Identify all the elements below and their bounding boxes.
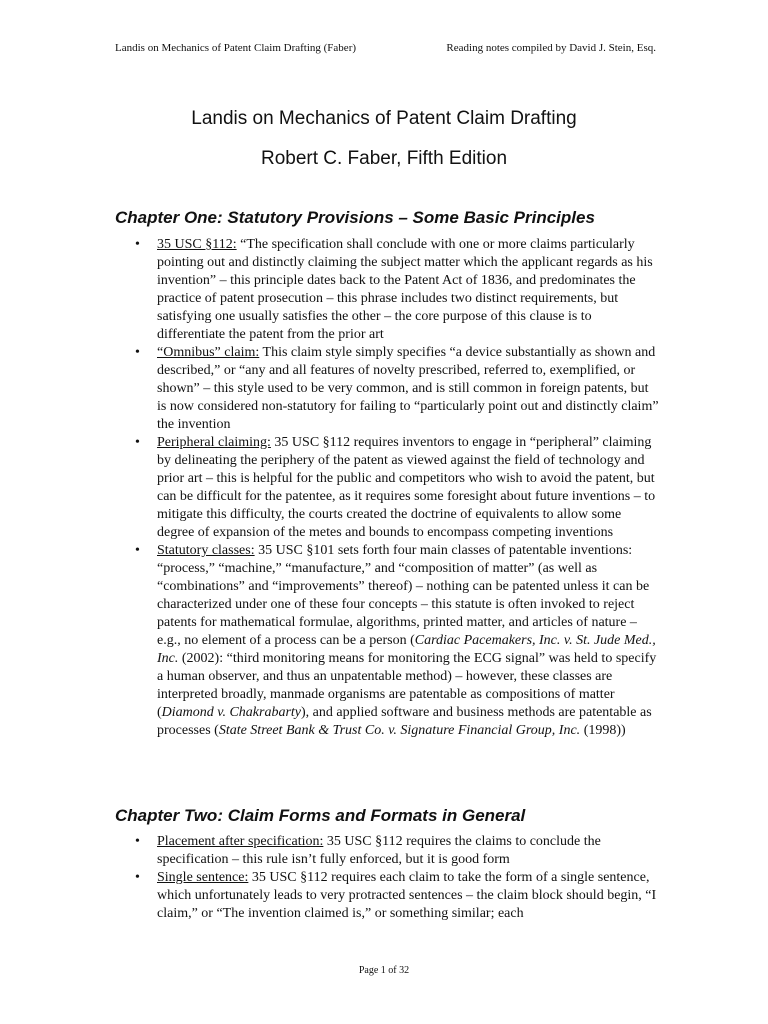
running-header [115, 42, 656, 54]
chapter-one-list [135, 236, 660, 740]
case-citation: Diamond v. Chakrabarty [161, 705, 302, 720]
running-header-right: Reading notes compiled by David J. Stein, Esq. [446, 42, 656, 54]
list-item [135, 236, 660, 344]
list-item-text: This claim style simply specifies “a device substantially as shown and described,” or “any and all features of novelty prescribed, referred to, exemplified, or shown” – this style used to be very common, and is still common in foreign patents, but is now considered non-statutory for failing to “particularly point out and distinctly claim” the invention [157, 345, 659, 432]
list-item-text: ), and applied software and business methods are patentable as processes ( [157, 705, 652, 738]
list-item [135, 542, 660, 740]
chapter-two-list [135, 833, 660, 923]
list-item-term: “Omnibus” claim: [157, 345, 260, 360]
bullet-icon: • [135, 870, 140, 885]
list-item-term: Placement after specification: [157, 834, 324, 849]
list-item-text: 35 USC §112 requires inventors to engage in “peripheral” claiming by delineating the periphery of the patent as viewed against the field of technology and prior art – this is helpful for the public and competitors who wish to avoid the patent, but can be difficult for the patentee, as it requires some foresight about future inventions – to mitigate this difficulty, the courts created the doctrine of equivalents to allow some degree of expansion of the metes and bounds to encompass competing inventions [157, 435, 656, 540]
bullet-icon: • [135, 543, 140, 558]
bullet-icon: • [135, 345, 140, 360]
list-item-term: Single sentence: [157, 870, 249, 885]
document-subtitle: Robert C. Faber, Fifth Edition [260, 148, 508, 169]
list-item [135, 869, 660, 923]
running-header-left: Landis on Mechanics of Patent Claim Drafting (Faber) [115, 42, 357, 54]
document-title: Landis on Mechanics of Patent Claim Drafting [191, 108, 577, 129]
list-item [135, 434, 660, 542]
list-item-text: “The specification shall conclude with one or more claims particularly pointing out and distinctly claiming the subject matter which the applicant regards as his invention” – this principle dates back to the Patent Act of 1836, and predominates the practice of patent prosecution – this phrase includes two distinct requirements, but satisfying one usually satisfies the other – the core purpose of this clause is to differentiate the patent from the prior art [157, 237, 653, 342]
list-item-text: (1998)) [580, 723, 626, 738]
list-item-term: Peripheral claiming: [157, 435, 271, 450]
case-citation: State Street Bank & Trust Co. v. Signature Financial Group, Inc. [218, 723, 581, 738]
list-item-text: 35 USC §112 requires the claims to conclude the specification – this rule isn’t fully enforced, but it is good form [157, 834, 601, 867]
list-item-text: 35 USC §112 requires each claim to take the form of a single sentence, which unfortunately leads to very protracted sentences – the claim block should begin, “I claim,” or “The invention claimed is,” or something similar; each [157, 870, 657, 921]
list-item [135, 833, 660, 869]
chapter-two-heading: Chapter Two: Claim Forms and Formats in General [115, 806, 526, 825]
list-item-text: (2002): “third monitoring means for monitoring the ECG signal” was held to specify a human observer, and thus an unpatentable method) – however, these classes are interpreted broadly, manmade organisms are patentable as compositions of matter ( [157, 651, 657, 720]
bullet-icon: • [135, 834, 140, 849]
list-item-term: 35 USC §112: [157, 237, 237, 252]
page-footer: Page 1 of 32 [358, 965, 410, 976]
bullet-icon: • [135, 237, 140, 252]
chapter-one-heading: Chapter One: Statutory Provisions – Some Basic Principles [115, 208, 595, 227]
case-citation: Cardiac Pacemakers, Inc. v. St. Jude Med., Inc. [157, 633, 656, 666]
list-item-term: Statutory classes: [157, 543, 255, 558]
list-item-text: 35 USC §101 sets forth four main classes of patentable inventions: “process,” “machine,” “manufacture,” and “composition of matter” (as well as “combinations” and “improvements” thereof) – nothing can be patented unless it can be characterized under one of these four concepts – this statute is often invoked to reject patents for mathematical formulae, algorithms, printed matter, and articles of nature – e.g., no element of a process can be a person ( [157, 543, 650, 648]
bullet-icon: • [135, 435, 140, 450]
list-item [135, 344, 660, 434]
